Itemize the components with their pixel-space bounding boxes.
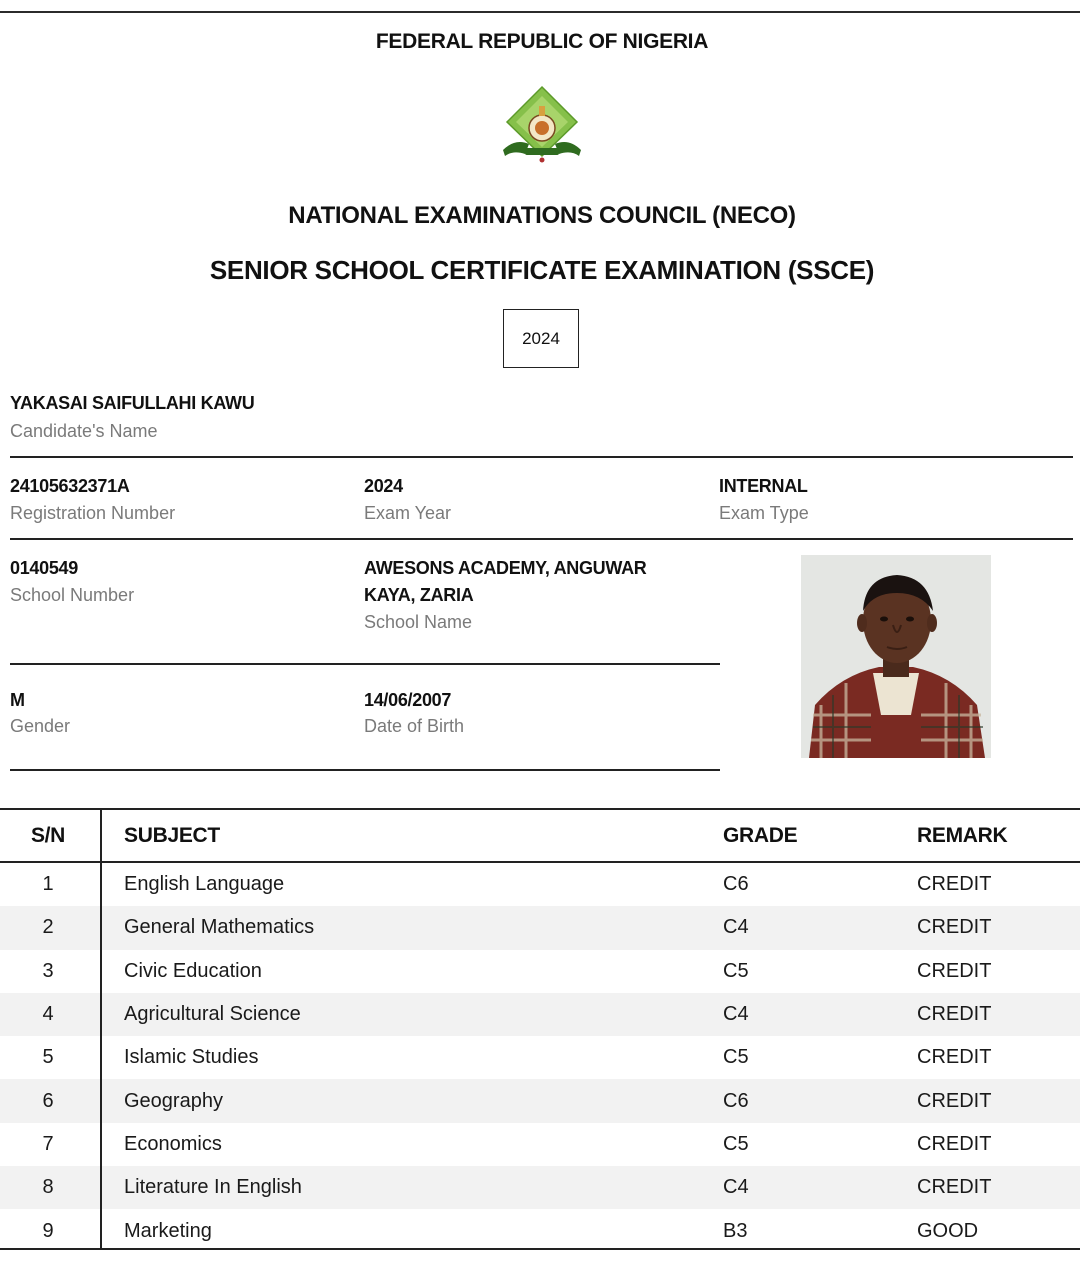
row-subject: Agricultural Science xyxy=(124,1003,301,1026)
school-name-label: School Name xyxy=(364,612,473,632)
table-bottom-divider xyxy=(0,1248,1080,1250)
row-sn: 3 xyxy=(42,959,54,982)
divider xyxy=(10,769,720,771)
row-grade: C6 xyxy=(723,873,749,896)
row-subject: Civic Education xyxy=(124,959,262,982)
candidate-name-label: Candidate's Name xyxy=(10,421,158,441)
row-sn: 5 xyxy=(42,1046,54,1069)
school-name-value: AWESONS ACADEMY, ANGUWAR KAYA, ZARIA xyxy=(364,558,647,605)
candidate-name-value: YAKASAI SAIFULLAHI KAWU xyxy=(10,393,255,413)
table-row xyxy=(0,1123,1080,1166)
table-row xyxy=(0,993,1080,1036)
top-divider xyxy=(0,11,1080,13)
date-of-birth-value: 14/06/2007 xyxy=(364,690,452,710)
row-remark: CREDIT xyxy=(917,959,992,982)
header-subject: SUBJECT xyxy=(124,823,220,847)
row-remark: GOOD xyxy=(917,1219,979,1242)
country-heading: FEDERAL REPUBLIC OF NIGERIA xyxy=(375,30,709,53)
divider xyxy=(10,663,720,665)
table-row xyxy=(0,1079,1080,1122)
row-grade: C5 xyxy=(723,959,749,982)
divider xyxy=(10,456,1073,458)
gender-value: M xyxy=(10,690,25,710)
table-row xyxy=(0,950,1080,993)
row-subject: Islamic Studies xyxy=(124,1046,259,1069)
exam-type-value: INTERNAL xyxy=(719,476,808,496)
row-grade: C4 xyxy=(723,916,749,939)
row-sn: 2 xyxy=(42,916,54,939)
table-row xyxy=(0,1209,1080,1252)
row-sn: 9 xyxy=(42,1219,54,1242)
row-subject: Literature In English xyxy=(124,1176,302,1199)
row-subject: Geography xyxy=(124,1089,223,1112)
exam-year-value: 2024 xyxy=(364,476,403,496)
row-grade: C4 xyxy=(723,1003,749,1026)
registration-number-value: 24105632371A xyxy=(10,476,130,496)
table-row xyxy=(0,906,1080,949)
row-sn: 4 xyxy=(42,1003,54,1026)
exam-title: SENIOR SCHOOL CERTIFICATE EXAMINATION (SSCE) xyxy=(209,255,875,285)
exam-year-box: 2024 xyxy=(503,309,579,368)
date-of-birth-label: Date of Birth xyxy=(364,716,465,736)
header-sn: S/N xyxy=(30,823,66,847)
candidate-photo xyxy=(801,555,991,758)
row-grade: C5 xyxy=(723,1132,749,1155)
row-subject: Marketing xyxy=(124,1219,212,1242)
row-remark: CREDIT xyxy=(917,1003,992,1026)
table-row xyxy=(0,1166,1080,1209)
gender-label: Gender xyxy=(10,716,71,736)
row-remark: CREDIT xyxy=(917,916,992,939)
table-column-divider xyxy=(100,808,102,1250)
council-heading: NATIONAL EXAMINATIONS COUNCIL (NECO) xyxy=(288,202,796,229)
row-remark: CREDIT xyxy=(917,1046,992,1069)
row-remark: CREDIT xyxy=(917,1132,992,1155)
row-grade: C4 xyxy=(723,1176,749,1199)
results-table-header xyxy=(0,808,1080,863)
row-remark: CREDIT xyxy=(917,1089,992,1112)
results-table xyxy=(0,808,1080,1253)
school-number-value: 0140549 xyxy=(10,558,78,578)
row-remark: CREDIT xyxy=(917,1176,992,1199)
row-sn: 8 xyxy=(42,1176,54,1199)
registration-number-label: Registration Number xyxy=(10,503,176,523)
table-row xyxy=(0,863,1080,906)
row-sn: 1 xyxy=(42,873,54,896)
row-remark: CREDIT xyxy=(917,873,992,896)
row-subject: Economics xyxy=(124,1132,222,1155)
row-sn: 6 xyxy=(42,1089,54,1112)
school-number-label: School Number xyxy=(10,585,135,605)
row-sn: 7 xyxy=(42,1132,54,1155)
row-grade: C6 xyxy=(723,1089,749,1112)
header-grade: GRADE xyxy=(723,823,798,847)
exam-type-label: Exam Type xyxy=(719,503,809,523)
table-row xyxy=(0,1036,1080,1079)
exam-year-label: Exam Year xyxy=(364,503,452,523)
row-subject: English Language xyxy=(124,873,285,896)
row-grade: B3 xyxy=(723,1219,748,1242)
row-subject: General Mathematics xyxy=(124,916,315,939)
row-grade: C5 xyxy=(723,1046,749,1069)
divider xyxy=(10,538,1073,540)
neco-crest-logo xyxy=(495,84,589,164)
header-remark: REMARK xyxy=(917,823,1008,847)
